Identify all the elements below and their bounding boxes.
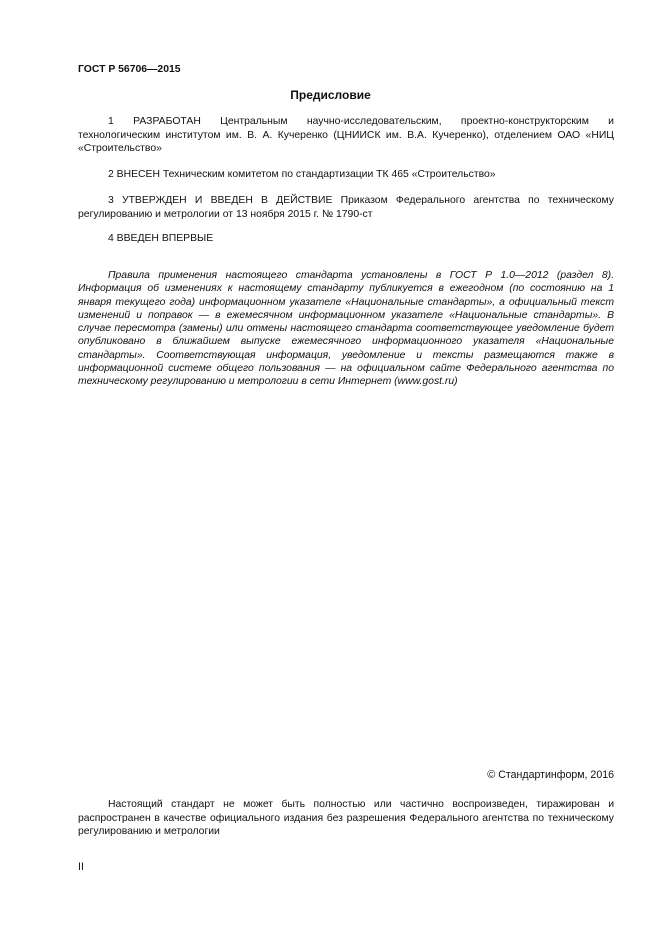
page-title: Предисловие (290, 88, 371, 102)
copyright-line (487, 769, 614, 783)
page-number: II (78, 861, 84, 873)
preface-item-developed: 1 РАЗРАБОТАН Центральным научно-исследовательским, проектно-конструкторским и технологическим институтом им. В. А. Кучеренко (ЦНИИСК им. В.А. Кучеренко), отделением ОАО «НИЦ «Строительство» (78, 116, 614, 155)
copyright-icon: © (487, 769, 496, 781)
document-code: ГОСТ Р 56706—2015 (78, 64, 181, 75)
reproduction-notice: Настоящий стандарт не может быть полностью или частично воспроизведен, тиражирован и распространен в качестве официального издания без разрешения Федерального агентства по техническому регулированию и метрологии (78, 799, 614, 838)
preface-item-first-introduced: 4 ВВЕДЕН ВПЕРВЫЕ (108, 233, 214, 244)
application-rules-notice: Правила применения настоящего стандарта установлены в ГОСТ Р 1.0—2012 (раздел 8). Информация об изменениях к настоящему стандарту публикуется в ежегодном (по состоянию на 1 января текущего года) информационном указателе «Национальные стандарты», а официальный текст изменений и поправок — в ежемесячном информационном указателе «Национальные стандарты». В случае пересмотра (замены) или отмены настоящего стандарта соответствующее уведомление будет опубликовано в ближайшем выпуске ежемесячного информационного указателя «Национальные стандарты». Соответствующая информация, уведомление и тексты размещаются также в информационной системе общего пользования — на официальном сайте Федерального агентства по техническому регулированию и метрологии в сети Интернет (www.gost.ru) (78, 270, 614, 388)
copyright-text: Стандартинформ, 2016 (498, 769, 614, 781)
preface-item-introduced: 2 ВНЕСЕН Техническим комитетом по стандартизации ТК 465 «Строительство» (108, 169, 496, 180)
preface-item-approved: 3 УТВЕРЖДЕН И ВВЕДЕН В ДЕЙСТВИЕ Приказом Федерального агентства по техническому регулированию и метрологии от 13 ноября 2015 г. № 1790-ст (78, 195, 614, 220)
